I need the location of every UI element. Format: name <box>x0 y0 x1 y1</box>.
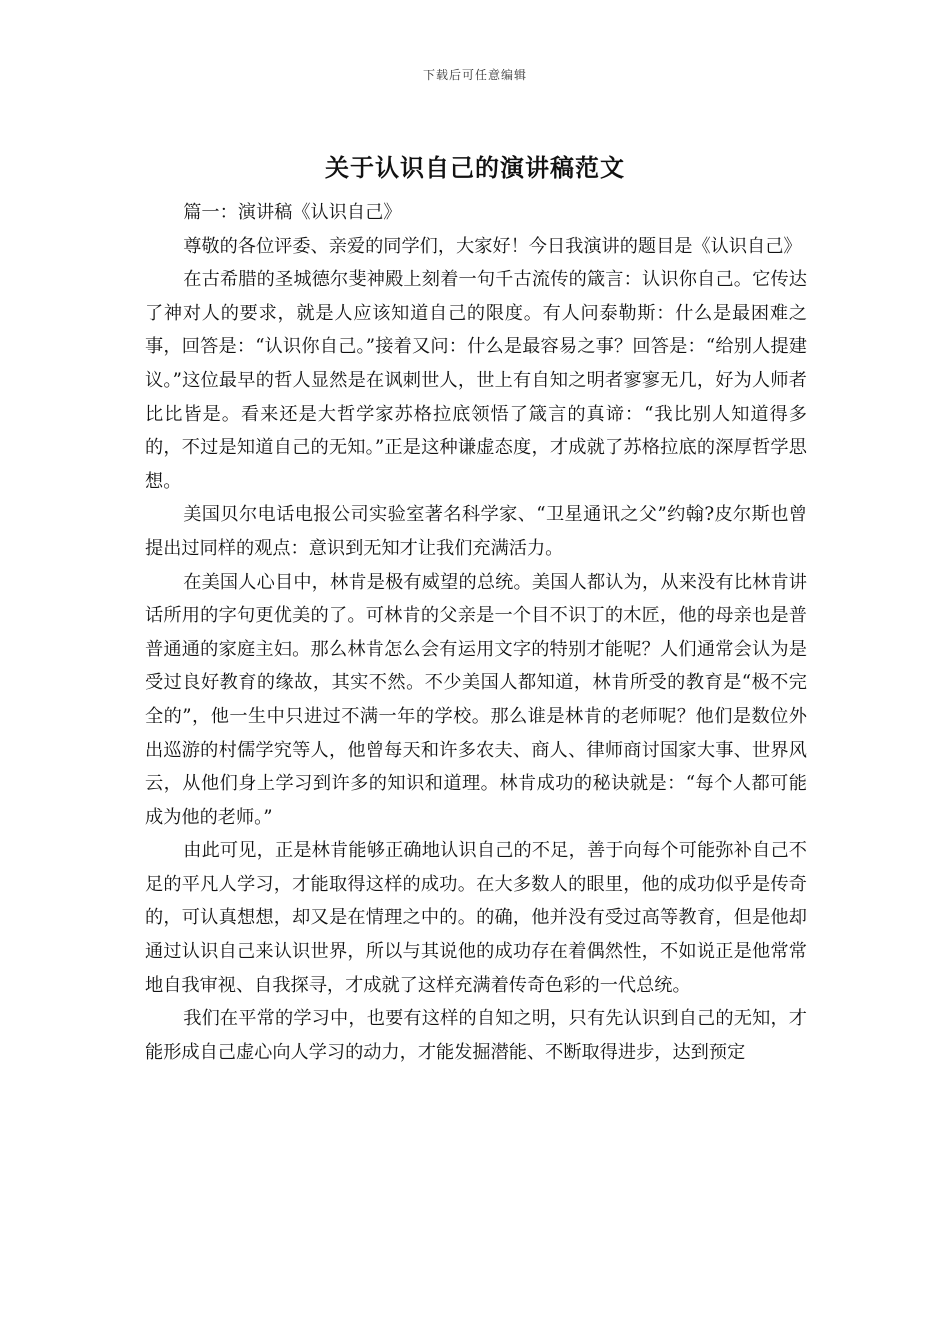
document-body <box>145 196 807 1069</box>
paragraph: 在美国人心目中，林肯是极有威望的总统。美国人都认为，从来没有比林肯讲话所用的字句更优美的了。可林肯的父亲是一个目不识丁的木匠，他的母亲也是普普通通的家庭主妇。那么林肯怎么会有运用文字的特别才能呢？人们通常会认为是受过良好教育的缘故，其实不然。不少美国人都知道，林肯所受的教育是“极不完全的”，他一生中只进过不满一年的学校。那么谁是林肯的老师呢？他们是数位外出巡游的村儒学究等人，他曾每天和许多农夫、商人、律师商讨国家大事、世界风云，从他们身上学习到许多的知识和道理。林肯成功的秘诀就是：“每个人都可能成为他的老师。” <box>145 571 807 828</box>
page-header: 下载后可任意编辑 <box>422 68 527 82</box>
paragraph: 尊敬的各位评委、亲爱的同学们，大家好！今日我演讲的题目是《认识自己》 <box>183 235 802 257</box>
paragraph: 在古希腊的圣城德尔斐神殿上刻着一句千古流传的箴言：认识你自己。它传达了神对人的要求，就是人应该知道自己的限度。有人问泰勒斯：什么是最困难之事，回答是：“认识你自己。”接着又问：什么是最容易之事？回答是：“给别人提建议。”这位最早的哲人显然是在讽刺世人，世上有自知之明者寥寥无几，好为人师者比比皆是。看来还是大哲学家苏格拉底领悟了箴言的真谛：“我比别人知道得多的，不过是知道自己的无知。”正是这种谦虚态度，才成就了苏格拉底的深厚哲学思想。 <box>145 269 807 492</box>
paragraph: 我们在平常的学习中，也要有这样的自知之明，只有先认识到自己的无知，才能形成自己虚心向人学习的动力，才能发掘潜能、不断取得进步，达到预定 <box>145 1008 807 1063</box>
document-title: 关于认识自己的演讲稿范文 <box>325 153 625 182</box>
paragraph: 由此可见，正是林肯能够正确地认识自己的不足，善于向每个可能弥补自己不足的平凡人学习，才能取得这样的成功。在大多数人的眼里，他的成功似乎是传奇的，可认真想想，却又是在情理之中的。的确，他并没有受过高等教育，但是他却通过认识自己来认识世界，所以与其说他的成功存在着偶然性，不如说正是他常常地自我审视、自我探寻，才成就了这样充满着传奇色彩的一代总统。 <box>145 840 807 996</box>
section-heading: 篇一：演讲稿《认识自己》 <box>183 202 402 223</box>
paragraph: 美国贝尔电话电报公司实验室著名科学家、“卫星通讯之父”约翰?皮尔斯也曾提出过同样的观点：意识到无知才让我们充满活力。 <box>145 504 807 559</box>
